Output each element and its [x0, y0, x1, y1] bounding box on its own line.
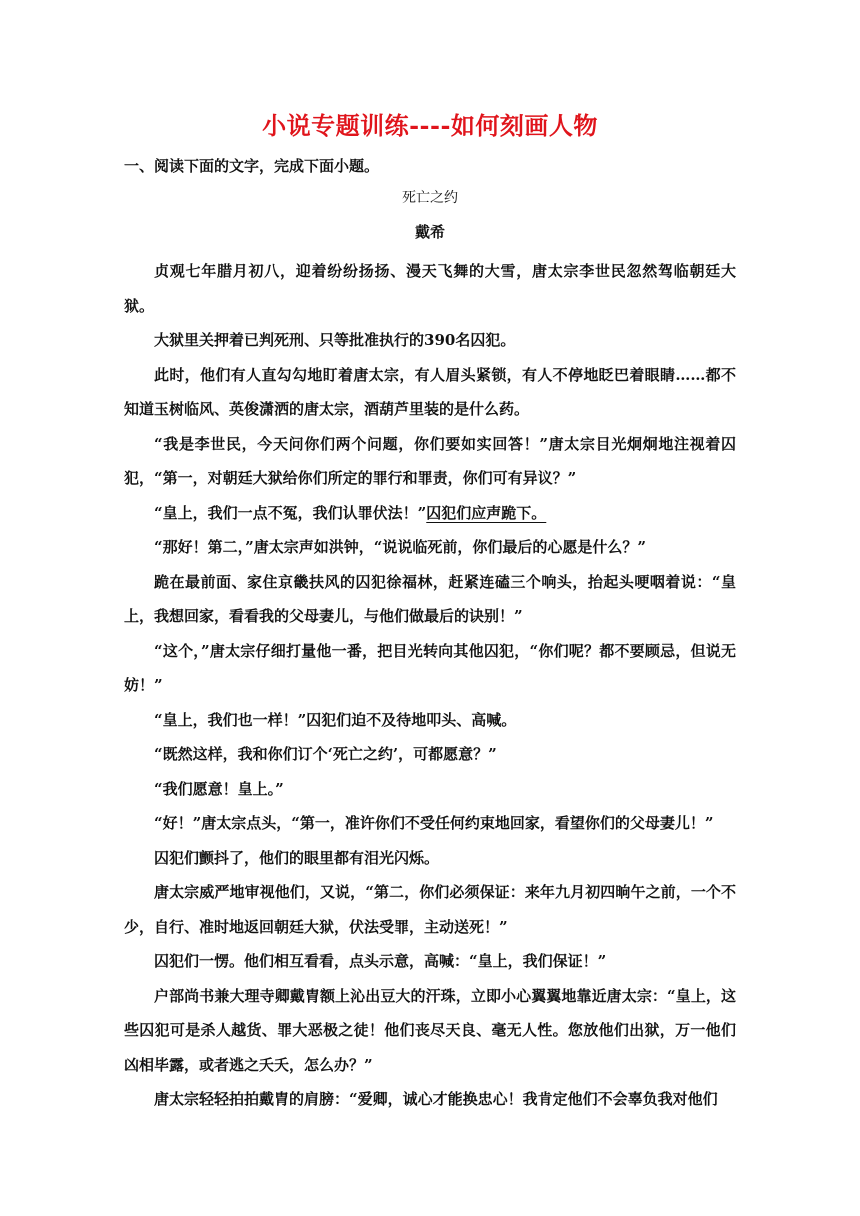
- dialogue-text: “皇上，我们一点不冤，我们认罪伏法！”: [154, 503, 427, 522]
- paragraph: 唐太宗轻轻拍拍戴胄的肩膀：“爱卿，诚心才能换忠心！我肯定他们不会辜负我对他们: [154, 1090, 718, 1108]
- paragraph: “那好！第二，”唐太宗声如洪钟，“说说临死前，你们最后的心愿是什么？”: [154, 538, 647, 556]
- paragraph: 唐太宗威严地审视他们，又说，“第二，你们必须保证：来年九月初四晌午之前，一个不少，自行、准时地返回朝廷大狱，伏法受罪，主动送死！”: [124, 883, 736, 936]
- paragraph: 囚犯们颤抖了，他们的眼里都有泪光闪烁。: [154, 848, 440, 867]
- paragraph: “好！”唐太宗点头，“第一，准许你们不受任何约束地回家，看望你们的父母妻儿！”: [154, 814, 714, 832]
- paragraph: 囚犯们一愣。他们相互看看，点头示意，高喊：“皇上，我们保证！”: [154, 952, 607, 970]
- paragraph: “我是李世民，今天问你们两个问题，你们要如实回答！”唐太宗目光炯炯地注视着囚犯，“第一，对朝廷大狱给你们所定的罪行和罪责，你们可有异议？”: [124, 434, 736, 487]
- paragraph: 跪在最前面、家住京畿扶风的囚犯徐福林，赶紧连磕三个响头，抬起头哽咽着说：“皇上，我想回家，看看我的父母妻儿，与他们做最后的诀别！”: [124, 572, 736, 625]
- story-title: 死亡之约: [402, 190, 458, 206]
- paragraph: “我们愿意！皇上。”: [154, 779, 284, 798]
- section-heading: 一、阅读下面的文字，完成下面小题。: [124, 157, 380, 175]
- underlined-sentence: 囚犯们应声跪下。: [426, 503, 547, 522]
- paragraph: 户部尚书兼大理寺卿戴胄额上沁出豆大的汗珠，立即小心翼翼地靠近唐太宗：“皇上，这些囚犯可是杀人越货、罪大恶极之徒！他们丧尽天良、毫无人性。您放他们出狱，万一他们凶相毕露，或者逃之夭夭，怎么办？”: [124, 986, 736, 1074]
- paragraph: 贞观七年腊月初八，迎着纷纷扬扬、漫天飞舞的大雪，唐太宗李世民忽然驾临朝廷大狱。: [124, 262, 736, 315]
- paragraph: [124, 496, 736, 531]
- story-body: [124, 254, 736, 1117]
- paragraph: 此时，他们有人直勾勾地盯着唐太宗，有人眉头紧锁，有人不停地眨巴着眼睛……都不知道玉树临风、英俊潇洒的唐太宗，酒葫芦里装的是什么药。: [124, 365, 736, 418]
- story-author: 戴希: [414, 223, 445, 241]
- paragraph: “这个，”唐太宗仔细打量他一番，把目光转向其他囚犯，“你们呢？都不要顾忌，但说无妨！”: [124, 641, 736, 694]
- paragraph: “皇上，我们也一样！”囚犯们迫不及待地叩头、高喊。: [154, 710, 517, 729]
- paragraph: “既然这样，我和你们订个‘死亡之约’，可都愿意？”: [154, 745, 497, 763]
- paragraph: 大狱里关押着已判死刑、只等批准执行的390名囚犯。: [154, 331, 516, 349]
- document-title: 小说专题训练----如何刻画人物: [262, 111, 598, 140]
